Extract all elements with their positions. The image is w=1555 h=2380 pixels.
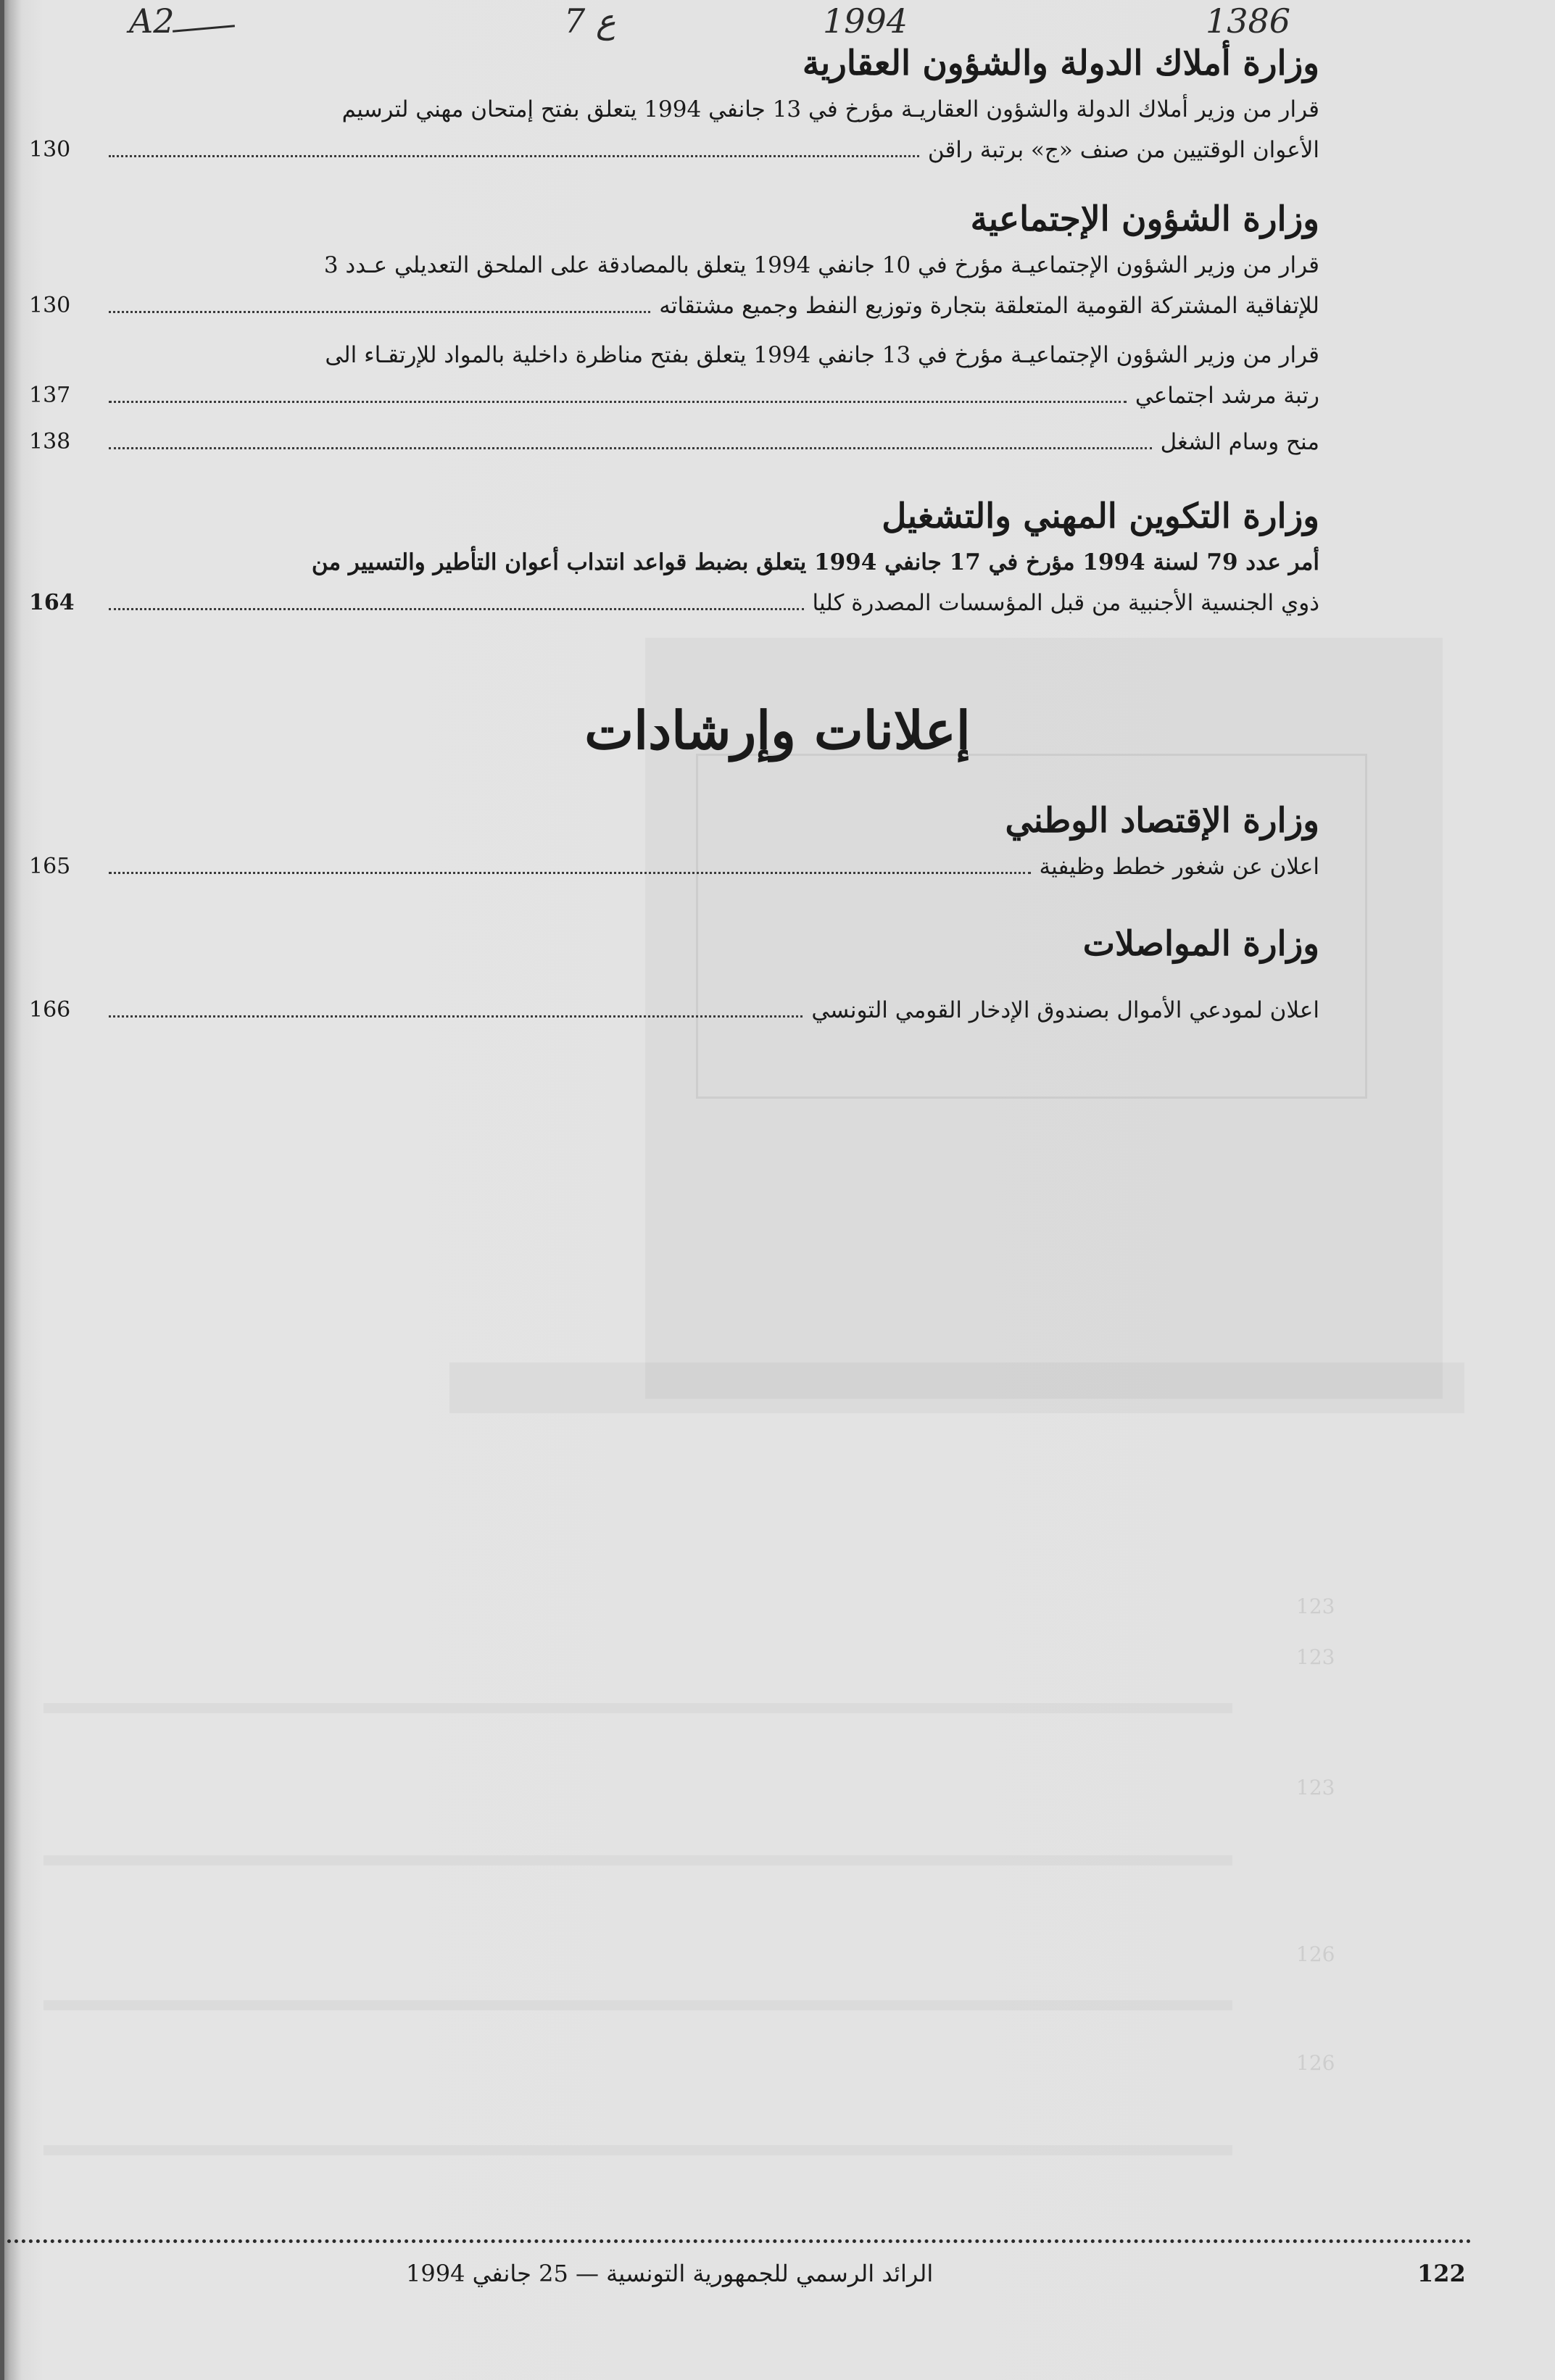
handwritten-note: 7 ع (564, 1, 616, 41)
handwritten-note: A2 (129, 1, 175, 41)
entry-line (29, 245, 1319, 286)
entry-text: اعلان عن شغور خطط وظيفية (1039, 854, 1319, 880)
handwritten-note: 1386 (1206, 1, 1291, 41)
bleed-through-number: 126 (1296, 2051, 1335, 2075)
handwritten-stroke (173, 25, 235, 32)
handwritten-note: 1994 (823, 1, 908, 41)
toc-section (29, 199, 1319, 462)
entry-text: اعلان لمودعي الأموال بصندوق الإدخار القومي التونسي (811, 997, 1319, 1023)
ministry-heading: وزارة الشؤون الإجتماعية (970, 199, 1319, 239)
entry-line (29, 335, 1319, 375)
footer-rule (7, 2239, 1472, 2243)
entry-line (29, 130, 1319, 170)
bleed-through-band (449, 1362, 1464, 1413)
entry-text: الأعوان الوقتيين من صنف «ج» برتبة راقن (927, 137, 1319, 163)
page-number: 165 (29, 854, 71, 879)
page-number: 138 (29, 429, 71, 454)
page-number: 164 (29, 590, 75, 615)
entry-line (29, 375, 1319, 416)
bleed-through-line (43, 1703, 1232, 1713)
ministry-heading: وزارة الإقتصاد الوطني (1005, 801, 1319, 841)
entry-text: ذوي الجنسية الأجنبية من قبل المؤسسات المصدرة كليا (812, 590, 1319, 616)
toc-entry[interactable] (29, 542, 1319, 623)
bleed-through-number: 123 (1296, 1594, 1335, 1618)
page-number: 130 (29, 293, 71, 318)
entry-line (29, 542, 1319, 583)
toc-entry[interactable] (29, 89, 1319, 170)
entry-text: أمر عدد 79 لسنة 1994 مؤرخ في 17 جانفي 1994 يتعلق بضبط قواعد انتداب أعوان التأطير والتسيير من (311, 549, 1319, 575)
bleed-through-number: 123 (1296, 1776, 1335, 1799)
dot-leader (109, 401, 1127, 403)
entry-text: منح وسام الشغل (1160, 429, 1319, 455)
ministry-heading: وزارة التكوين المهني والتشغيل (882, 496, 1319, 536)
toc-section (29, 43, 1319, 170)
dot-leader (109, 447, 1152, 449)
toc-section (29, 924, 1319, 1031)
footer-page-number: 122 (1417, 2260, 1466, 2287)
dot-leader (109, 1015, 803, 1018)
toc-section (29, 801, 1319, 887)
footer-title: الرائد الرسمي للجمهورية التونسية — 25 جانفي 1994 (406, 2260, 934, 2287)
bleed-through-line (43, 2145, 1232, 2155)
entry-line (29, 583, 1319, 623)
entry-line (29, 422, 1319, 462)
dot-leader (109, 155, 919, 157)
entry-line (29, 286, 1319, 326)
toc-entry[interactable] (29, 422, 1319, 462)
toc-entry[interactable] (29, 990, 1319, 1031)
entry-line (29, 846, 1319, 887)
bleed-through-number: 126 (1296, 1942, 1335, 1966)
dot-leader (109, 608, 804, 610)
bleed-through-line (43, 2000, 1232, 2010)
bleed-through-line (43, 1855, 1232, 1865)
ministry-heading: وزارة المواصلات (1082, 924, 1319, 964)
bleed-through-number: 123 (1296, 1645, 1335, 1669)
section-title: إعلانات وإرشادات (584, 699, 971, 761)
entry-text: قرار من وزير الشؤون الإجتماعيـة مؤرخ في 10 جانفي 1994 يتعلق بالمصادقة على الملحق التعديلي عـدد 3 (323, 252, 1319, 278)
toc-entry[interactable] (29, 245, 1319, 326)
page-number: 166 (29, 997, 71, 1023)
entry-line (29, 89, 1319, 130)
ministry-heading: وزارة أملاك الدولة والشؤون العقارية (802, 43, 1319, 83)
page-binding-edge (0, 0, 4, 2380)
entry-text: رتبة مرشد اجتماعي (1135, 383, 1319, 409)
entry-text: قرار من وزير الشؤون الإجتماعيـة مؤرخ في 13 جانفي 1994 يتعلق بفتح مناظرة داخلية بالمواد للإرتقـاء الى (325, 342, 1319, 368)
entry-text: للإتفاقية المشتركة القومية المتعلقة بتجارة وتوزيع النفط وجميع مشتقاته (659, 293, 1319, 319)
entry-text: قرار من وزير أملاك الدولة والشؤون العقاريـة مؤرخ في 13 جانفي 1994 يتعلق بفتح إمتحان مهني لترسيم (341, 96, 1319, 122)
dot-leader (109, 872, 1031, 874)
entry-line (29, 990, 1319, 1031)
page-number: 130 (29, 137, 71, 162)
toc-entry[interactable] (29, 846, 1319, 887)
toc-section (29, 496, 1319, 623)
page-number: 137 (29, 383, 71, 408)
toc-entry[interactable] (29, 335, 1319, 416)
dot-leader (109, 311, 650, 313)
